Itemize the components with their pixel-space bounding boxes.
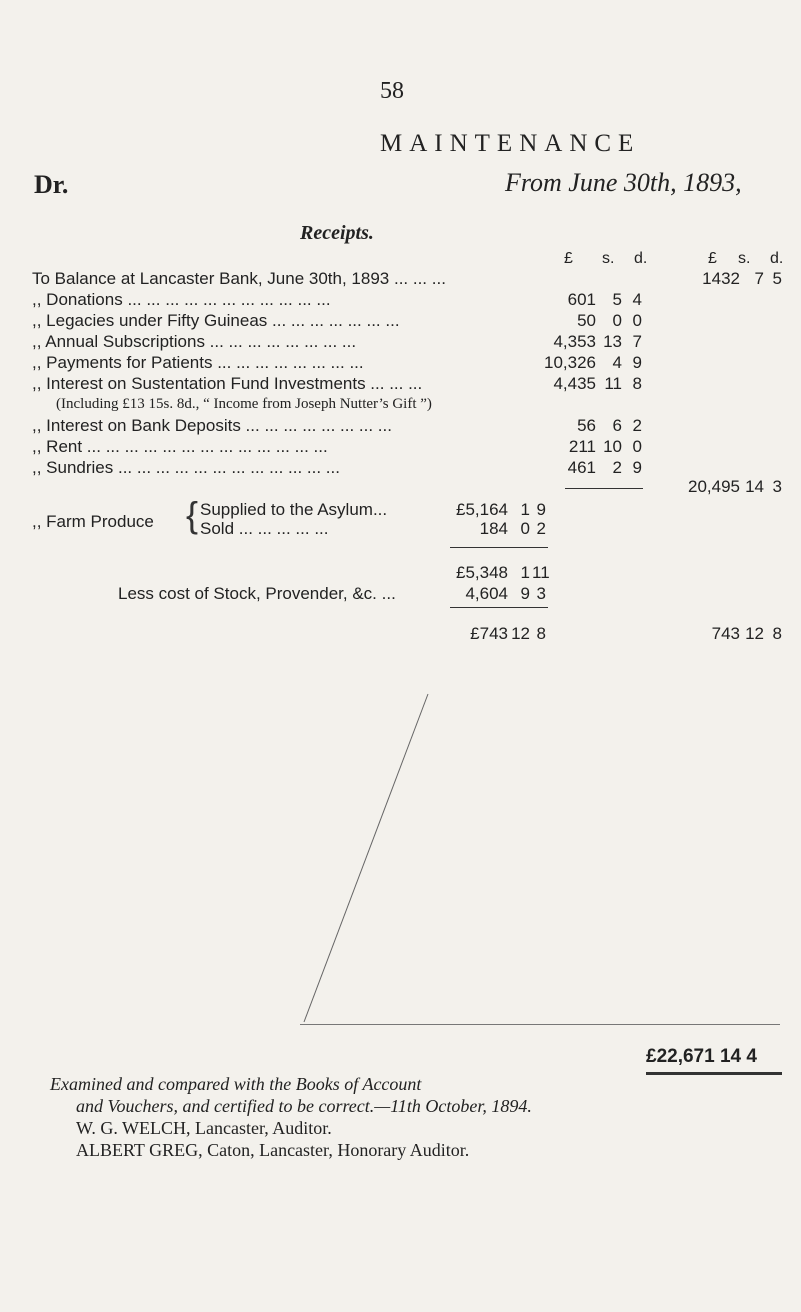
footer-line-2: and Vouchers, and certified to be correct.—11th October, 1894. [76,1096,532,1116]
item-pence: 4 [632,290,642,309]
grand-total-rule [646,1072,782,1075]
page-number: 58 [380,78,404,104]
item-pence: 0 [632,437,642,456]
col-a-shillings-header: s. [602,250,615,267]
item-pence: 0 [632,311,642,330]
item-label: ,, Annual Subscriptions ... ... ... ... ... ... ... ... [32,332,357,351]
col-b-pounds-header: £ [708,250,717,267]
farm-carried-shillings: 12 [745,624,764,643]
item-pounds: 4,353 [553,332,596,351]
less-cost-label: Less cost of Stock, Provender, &c. ... [118,584,396,603]
col-b-shillings-header: s. [738,250,751,267]
item-pence: 2 [632,416,642,435]
item-label: ,, Sundries ... ... ... ... ... ... ... ... ... ... ... ... [32,458,340,477]
item-label: ,, Payments for Patients ... ... ... ... ... ... ... ... [32,353,364,372]
farm-total-pence: 11 [532,563,550,582]
farm-supplied-label: Supplied to the Asylum... [200,500,388,519]
farm-carried-pounds: 743 [711,624,740,643]
item-shillings: 5 [612,290,622,309]
item-label: ,, Rent ... ... ... ... ... ... ... ... ... ... ... ... ... [32,437,328,456]
section-title: Receipts. [300,222,374,244]
item-label: ,, Interest on Bank Deposits ... ... ... ... ... ... ... ... [32,416,392,435]
farm-supplied-pounds: £5,164 [456,500,508,519]
brace-icon: { [186,494,199,535]
period-label: From June 30th, 1893, [505,168,742,197]
balance-label: To Balance at Lancaster Bank, June 30th, 1893 ... ... ... [32,269,446,288]
item-pounds: 56 [577,416,596,435]
item-pounds: 211 [568,437,596,456]
item-pence: 9 [632,458,642,477]
footer-line-3: W. G. WELCH, Lancaster, Auditor. [76,1118,332,1138]
farm-net-shillings: 12 [511,624,530,643]
item-pence: 8 [632,374,642,393]
balance-pounds: 1432 [702,269,740,288]
item-pounds: 461 [567,458,596,477]
farm-sold-shillings: 0 [520,519,530,538]
item-shillings: 2 [612,458,622,477]
farm-total-shillings: 1 [520,563,530,582]
item-pounds: 50 [577,311,596,330]
less-cost-pounds: 4,604 [465,584,508,603]
grand-total: £22,671 14 4 [646,1046,757,1067]
item-label: ,, Interest on Sustentation Fund Investments ... ... ... [32,374,423,393]
cancel-diagonal [300,690,440,1030]
item-pence: 9 [632,353,642,372]
col-a-pence-header: d. [634,250,648,267]
item-shillings: 11 [604,374,622,393]
item-pounds: 601 [567,290,596,309]
item-shillings: 10 [603,437,622,456]
farm-supplied-pence: 9 [536,500,546,519]
farm-label: ,, Farm Produce [32,512,154,531]
subtotal-rule [565,488,643,489]
footer-line-4: ALBERT GREG, Caton, Lancaster, Honorary Auditor. [76,1140,470,1160]
farm-sold-pounds: 184 [479,519,508,538]
balance-shillings: 7 [754,269,764,288]
item-shillings: 13 [603,332,622,351]
less-cost-pence: 3 [536,584,546,603]
balance-pence: 5 [772,269,782,288]
farm-net-rule [450,607,548,608]
page-heading: MAINTENANCE [380,130,641,157]
footer-line-1: Examined and compared with the Books of Account [50,1074,422,1094]
item-shillings: 0 [612,311,622,330]
farm-sold-pence: 2 [536,519,546,538]
dr-label: Dr. [34,170,69,199]
col-a-pounds-header: £ [564,250,573,267]
item-pounds: 10,326 [544,353,596,372]
subtotal-shillings: 14 [745,477,764,496]
farm-carried-pence: 8 [772,624,782,643]
interest-note: (Including £13 15s. 8d., “ Income from Joseph Nutter’s Gift ”) [56,396,432,412]
farm-net-pounds: £743 [470,624,508,643]
item-pounds: 4,435 [553,374,596,393]
subtotal-pounds: 20,495 [688,477,740,496]
item-label: ,, Legacies under Fifty Guineas ... ... ... ... ... ... ... [32,311,400,330]
less-cost-shillings: 9 [520,584,530,603]
item-shillings: 4 [612,353,622,372]
farm-supplied-shillings: 1 [520,500,530,519]
item-shillings: 6 [612,416,622,435]
bottom-rule [300,1024,780,1025]
item-label: ,, Donations ... ... ... ... ... ... ... ... ... ... ... [32,290,331,309]
subtotal-pence: 3 [772,477,782,496]
farm-total-pounds: £5,348 [456,563,508,582]
farm-net-pence: 8 [536,624,546,643]
farm-sold-label: Sold ... ... ... ... ... [200,519,329,538]
item-pence: 7 [632,332,642,351]
farm-total-rule [450,547,548,548]
col-b-pence-header: d. [770,250,784,267]
